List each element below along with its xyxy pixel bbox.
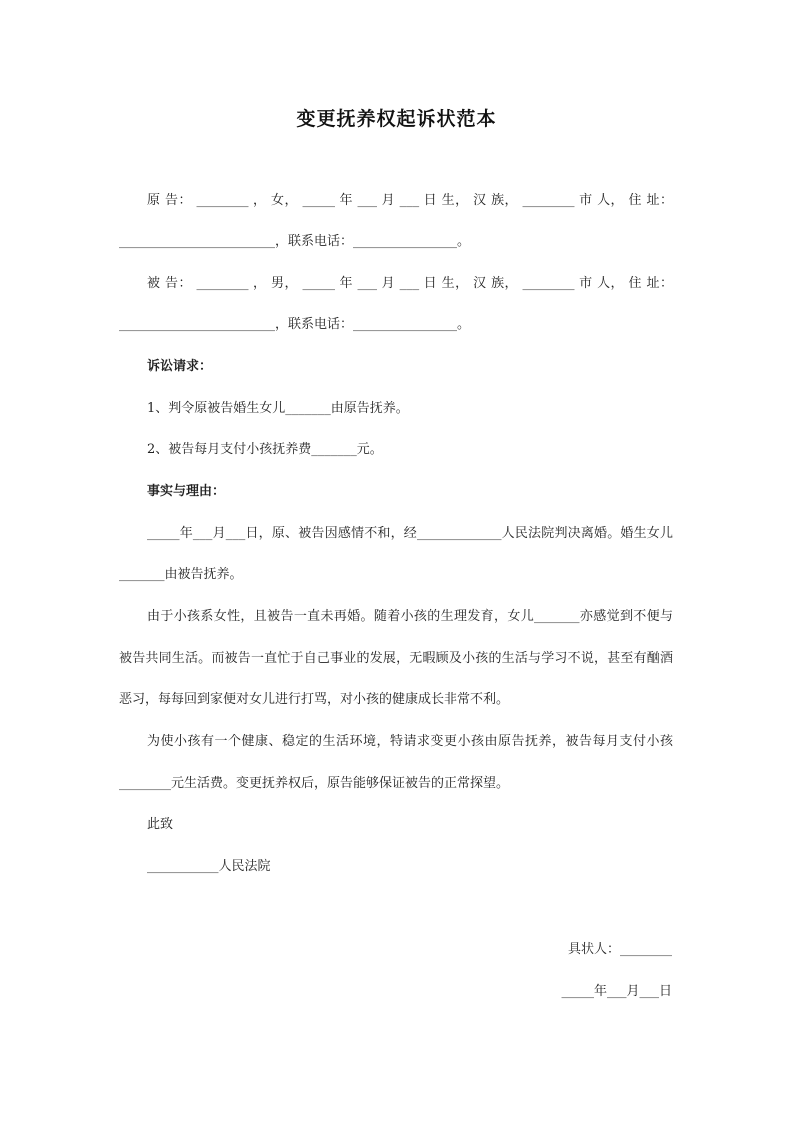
closing-salutation: 此致: [147, 817, 174, 832]
defendant-line-2: ________________________，联系电话：________________。: [119, 317, 471, 332]
facts-paragraph-1-line-2: _______由被告抚养。: [119, 567, 243, 582]
claims-heading: 诉讼请求：: [147, 359, 213, 374]
date-line: _____年___月___日: [561, 984, 672, 999]
claim-2: 2、被告每月支付小孩抚养费_______元。: [147, 442, 383, 457]
facts-paragraph-2-line-2: 被告共同生活。而被告一直忙于自己事业的发展，无暇顾及小孩的生活与学习不说，甚至有酗酒: [119, 651, 673, 666]
court-name: ___________人民法院: [147, 859, 271, 874]
facts-paragraph-2-line-1: 由于小孩系女性，且被告一直未再婚。随着小孩的生理发育，女儿_______亦感觉到不便与: [147, 609, 673, 624]
claim-1: 1、判令原被告婚生女儿_______由原告抚养。: [147, 401, 409, 416]
defendant-line-1: 被 告： ________ ， 男， _____ 年 ___ 月 ___ 日 生， 汉 族， ________ 市 人， 住 址：: [147, 276, 673, 291]
plaintiff-line-2: ________________________，联系电话：________________。: [119, 234, 471, 249]
facts-paragraph-3-line-1: 为使小孩有一个健康、稳定的生活环境，特请求变更小孩由原告抚养，被告每月支付小孩: [147, 734, 673, 749]
plaintiff-line-1: 原 告： ________ ， 女， _____ 年 ___ 月 ___ 日 生， 汉 族， ________ 市 人， 住 址：: [147, 193, 673, 208]
facts-paragraph-2-line-3: 恶习，每每回到家便对女儿进行打骂，对小孩的健康成长非常不利。: [119, 692, 510, 707]
facts-paragraph-1-line-1: _____年___月___日，原、被告因感情不和，经_____________人民法院判决离婚。婚生女儿: [147, 526, 673, 541]
signer-line: 具状人：________: [567, 942, 672, 957]
document-title: 变更抚养权起诉状范本: [296, 108, 497, 130]
facts-paragraph-3-line-2: ________元生活费。变更抚养权后，原告能够保证被告的正常探望。: [119, 776, 510, 791]
facts-heading: 事实与理由：: [147, 484, 226, 499]
